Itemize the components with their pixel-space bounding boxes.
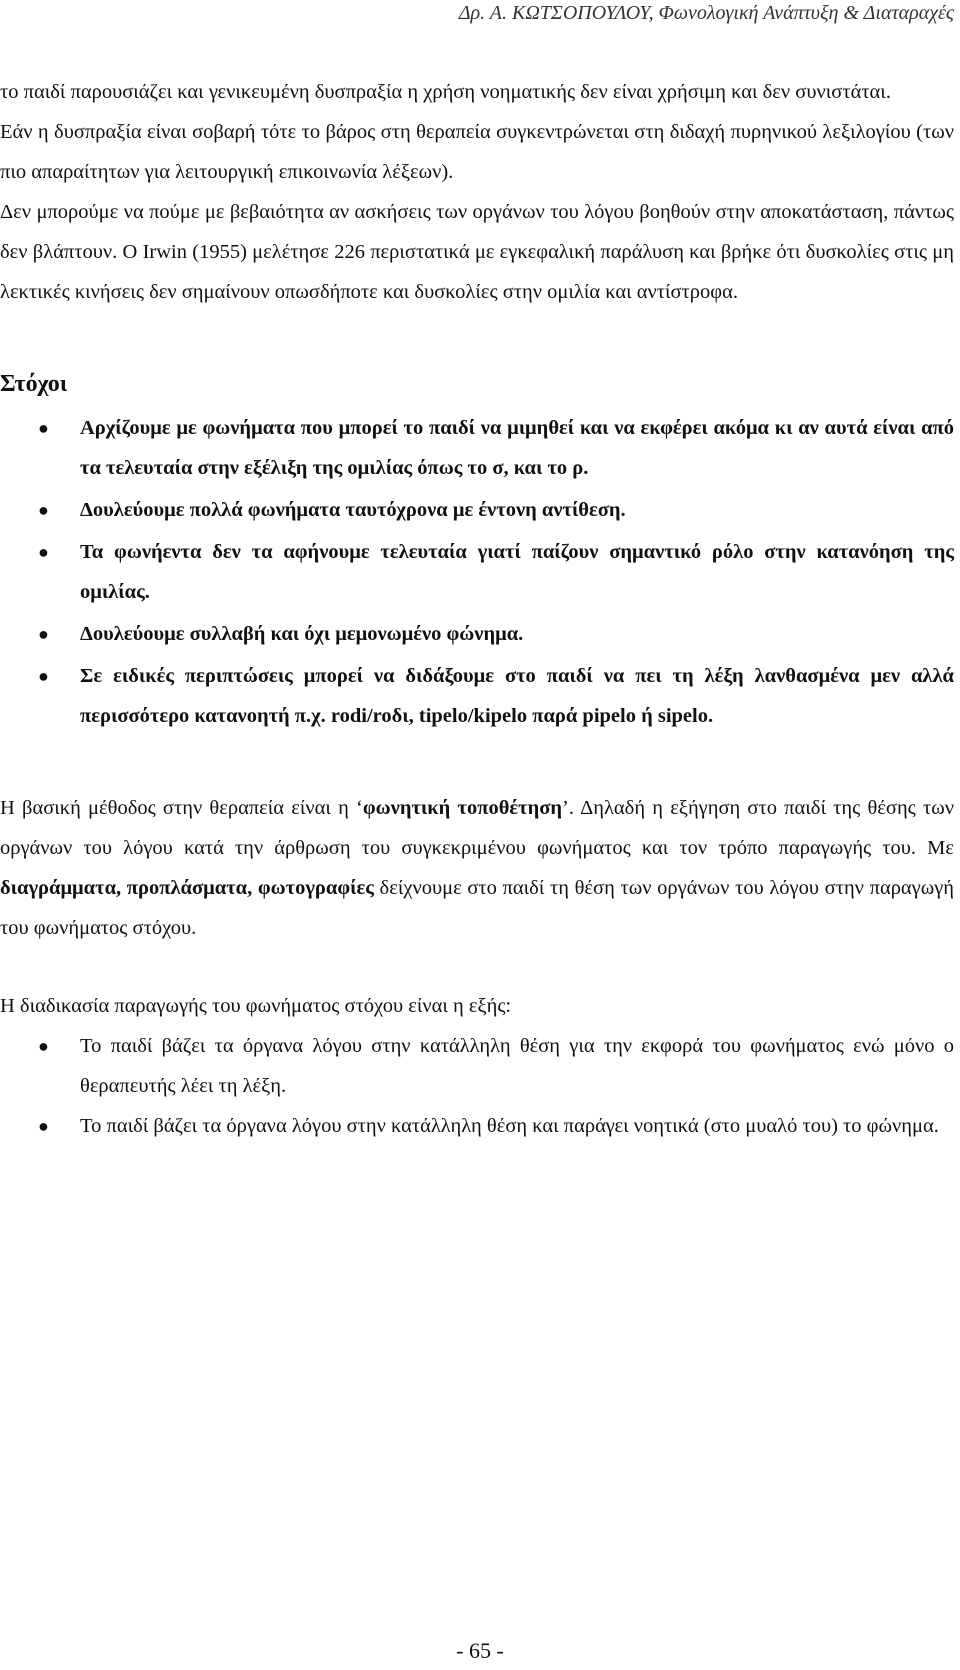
paragraph-core-vocabulary: Εάν η δυσπραξία είναι σοβαρή τότε το βάρος στη θεραπεία συγκεντρώνεται στη διδαχή πυρηνικού λεξιλογίου (των πιο απαραίτητων για λειτουργική επικοινωνία λέξεων).	[0, 121, 954, 183]
paragraph-procedure-intro: Η διαδικασία παραγωγής του φωνήματος στόχου είναι η εξής:	[0, 995, 512, 1017]
page-number: - 65 -	[456, 1638, 504, 1663]
procedure-item	[0, 1026, 960, 1106]
goal-item	[0, 532, 960, 612]
body-text	[0, 72, 960, 1146]
goal-text: Δουλεύουμε πολλά φωνήματα ταυτόχρονα με έντονη αντίθεση.	[80, 499, 626, 521]
goal-text: Τα φωνήεντα δεν τα αφήνουμε τελευταία γιατί παίζουν σημαντικό ρόλο στην κατανόηση της ομιλίας.	[80, 541, 954, 603]
goals-heading: Στόχοι	[0, 371, 68, 397]
bullet-icon: ●	[38, 500, 49, 520]
spacer	[0, 736, 960, 788]
method-text-1: Η βασική μέθοδος στην θεραπεία είναι η ‘	[0, 797, 363, 819]
goal-text: Σε ειδικές περιπτώσεις μπορεί να διδάξουμε στο παιδί να πει τη λέξη λανθασμένα μεν αλλά περισσότερο κατανοητή π.χ. rodi/roδι, tipelo/kipelo παρά pipelo ή sipelo.	[80, 665, 954, 727]
bullet-icon: ●	[38, 1036, 49, 1056]
paragraph-phonetic-placement	[0, 788, 960, 948]
bullet-icon: ●	[38, 542, 49, 562]
method-text-3: δείχνουμε στο παιδί τη θέση των οργάνων του λόγου στην παραγωγή του φωνήματος στόχου.	[0, 877, 954, 939]
paragraph-irwin-study: Δεν μπορούμε να πούμε με βεβαιότητα αν ασκήσεις των οργάνων του λόγου βοηθούν στην αποκατάσταση, πάντως δεν βλάπτουν. Ο Irwin (1955) μελέτησε 226 περιστατικά με εγκεφαλική παράλυση και βρήκε ότι δυσκολίες στις μη λεκτικές κινήσεις δεν σημαίνουν οπωσδήποτε και δυσκολίες στην ομιλία και αντίστροφα.	[0, 201, 954, 303]
method-text-2: ’. Δηλαδή η εξήγηση στο παιδί της θέσης των οργάνων του λόγου κατά την άρθρωση του συγκεκριμένου φωνήματος και τον τρόπο παραγωγής του. Με	[0, 797, 955, 859]
spacer	[0, 948, 960, 986]
spacer	[0, 312, 960, 364]
bullet-icon: ●	[38, 418, 49, 438]
method-bold-phonetic-placement: φωνητική τοποθέτηση	[362, 797, 563, 819]
paragraph-dyspraxia-intro: το παιδί παρουσιάζει και γενικευμένη δυσπραξία η χρήση νοηματικής δεν είναι χρήσιμη και δεν συνιστάται.	[0, 81, 891, 103]
goal-item	[0, 408, 960, 488]
goal-item	[0, 614, 960, 654]
method-bold-tools: διαγράμματα, προπλάσματα, φωτογραφίες	[0, 877, 374, 899]
bullet-icon: ●	[38, 1116, 49, 1136]
goal-item	[0, 490, 960, 530]
bullet-icon: ●	[38, 666, 49, 686]
goals-list	[0, 408, 960, 736]
running-header: Δρ. Α. ΚΩΤΣΟΠΟΥΛΟΥ, Φωνολογική Ανάπτυξη & Διαταραχές	[458, 2, 954, 24]
procedure-text: Το παιδί βάζει τα όργανα λόγου στην κατάλληλη θέση για την εκφορά του φωνήματος ενώ μόνο ο θεραπευτής λέει τη λέξη.	[80, 1035, 954, 1097]
goal-item	[0, 656, 960, 736]
procedure-list	[0, 1026, 960, 1146]
bullet-icon: ●	[38, 624, 49, 644]
goal-text: Δουλεύουμε συλλαβή και όχι μεμονωμένο φώνημα.	[80, 623, 524, 645]
procedure-item	[0, 1106, 960, 1146]
goal-text: Αρχίζουμε με φωνήματα που μπορεί το παιδί να μιμηθεί και να εκφέρει ακόμα κι αν αυτά είναι από τα τελευταία στην εξέλιξη της ομιλίας όπως το σ, και το ρ.	[80, 417, 954, 479]
procedure-text: Το παιδί βάζει τα όργανα λόγου στην κατάλληλη θέση και παράγει νοητικά (στο μυαλό του) το φώνημα.	[80, 1115, 939, 1137]
